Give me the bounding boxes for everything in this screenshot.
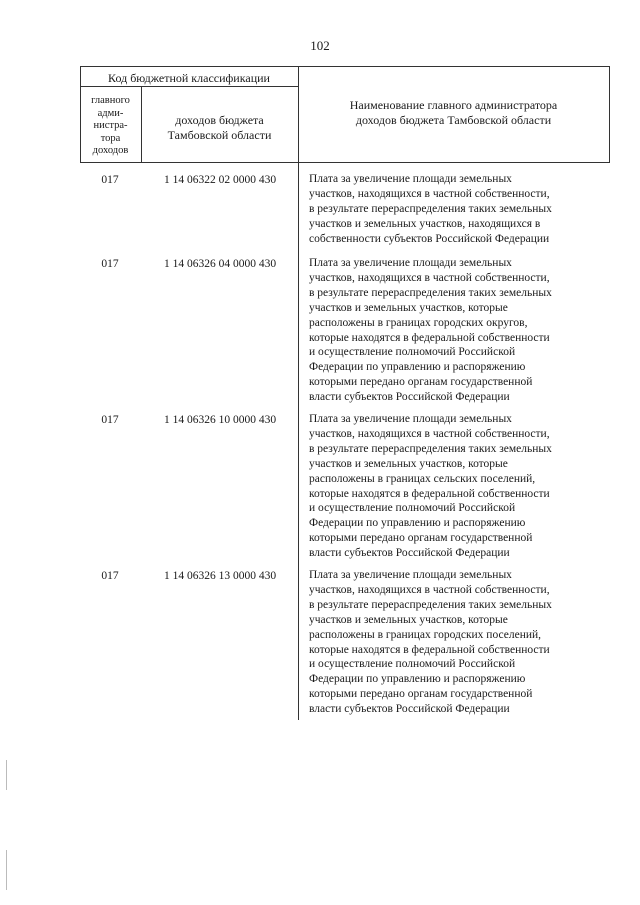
row-4-admin-code: 017: [101, 570, 119, 582]
header-name-column: Наименование главного администратора доходов бюджета Тамбовской области: [349, 98, 558, 127]
row-1-admin-code: 017: [101, 174, 119, 186]
table-right-border: [609, 66, 610, 162]
row-2-description: Плата за увеличение площади земельных участков, находящихся в частной собственности, в результате перераспределения таких земельных участков и земельных участков, которые расположены в границах городских округов, которые находятся в федеральной собственности и осуществление полномочий Российской Федерации по управлению и распоряжению которыми передано органам государственной власти субъектов Российской Федерации: [309, 257, 552, 404]
row-2-income-code: 1 14 06326 04 0000 430: [163, 258, 277, 270]
header-income-column: доходов бюджета Тамбовской области: [167, 113, 272, 142]
header-admin-column: главного адми- нистра- тора доходов: [91, 95, 130, 156]
scan-edge-mark: [6, 760, 7, 790]
header-bottom-border: [80, 162, 610, 163]
row-1-income-code: 1 14 06322 02 0000 430: [163, 174, 277, 186]
row-4-income-code: 1 14 06326 13 0000 430: [163, 570, 277, 582]
row-1-description: Плата за увеличение площади земельных участков, находящихся в частной собственности, в результате перераспределения таких земельных участков и земельных участков, находящихся в собственности субъектов Российской Федерации: [309, 173, 552, 245]
row-3-income-code: 1 14 06326 10 0000 430: [163, 414, 277, 426]
header-group-label: Код бюджетной классификации: [108, 71, 270, 85]
row-2-admin-code: 017: [101, 258, 119, 270]
row-3-description: Плата за увеличение площади земельных участков, находящихся в частной собственности, в результате перераспределения таких земельных участков и земельных участков, которые расположены в границах сельских поселений, которые находятся в федеральной собственности и осуществление полномочий Российской Федерации по управлению и распоряжению которыми передано органам государственной власти субъектов Российской Федерации: [309, 413, 552, 560]
scan-edge-mark: [6, 850, 7, 890]
header-group-divider: [80, 86, 298, 87]
table-top-border: [80, 66, 610, 67]
row-4-description: Плата за увеличение площади земельных участков, находящихся в частной собственности, в результате перераспределения таких земельных участков и земельных участков, которые расположены в границах городских поселений, которые находятся в федеральной собственности и осуществление полномочий Российской Федерации по управлению и распоряжению которыми передано органам государственной власти субъектов Российской Федерации: [309, 569, 552, 716]
row-3-admin-code: 017: [101, 414, 119, 426]
name-column-divider: [298, 66, 299, 720]
page-number: 102: [310, 38, 330, 53]
